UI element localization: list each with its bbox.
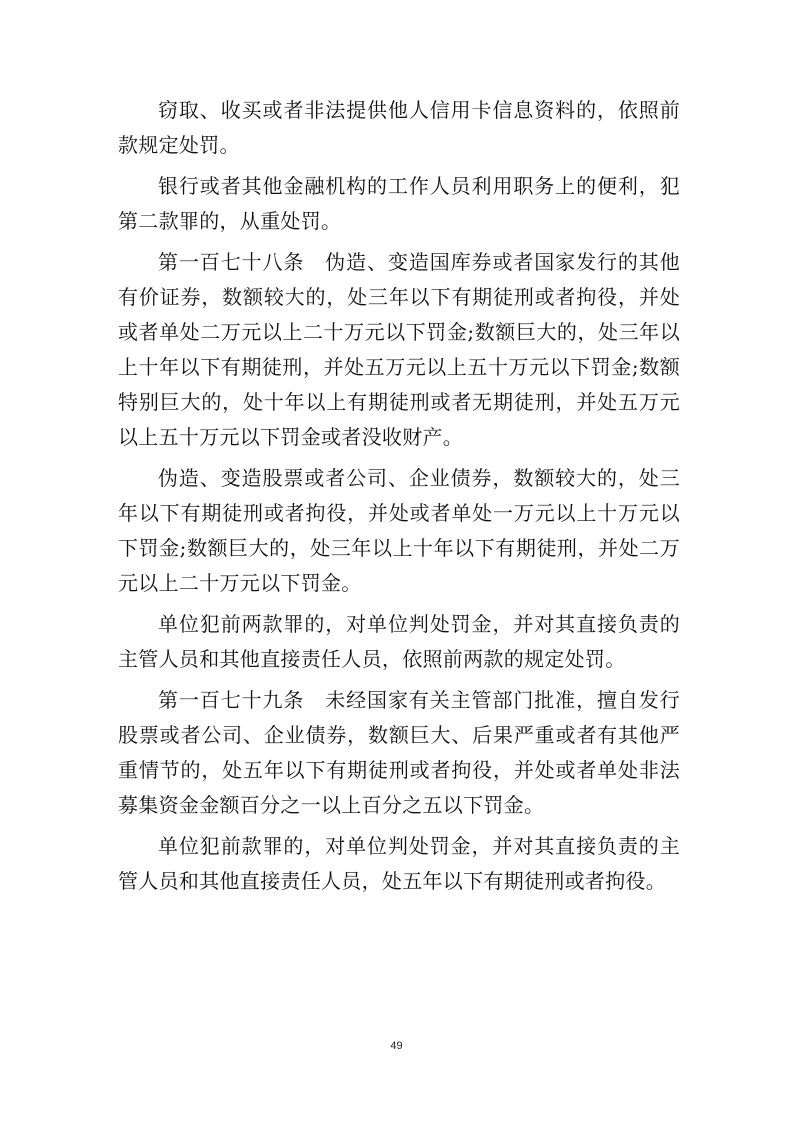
paragraph-article-179: 第一百七十九条 未经国家有关主管部门批准，擅自发行股票或者公司、企业债券，数额巨大、后果严重或者有其他严重情节的，处五年以下有期徒刑或者拘役，并处或者单处非法募集资金金额百分之一以上百分之五以下罚金。	[118, 688, 680, 817]
page-number: 49	[390, 1040, 403, 1052]
paragraph-article-178: 第一百七十八条 伪造、变造国库券或者国家发行的其他有价证券，数额较大的，处三年以下有期徒刑或者拘役，并处或者单处二万元以上二十万元以下罚金;数额巨大的，处三年以上十年以下有期徒刑，并处五万元以上五十万元以下罚金;数额特别巨大的，处十年以上有期徒刑或者无期徒刑，并处五万元以上五十万元以下罚金或者没收财产。	[118, 250, 680, 449]
paragraph-2: 银行或者其他金融机构的工作人员利用职务上的便利，犯第二款罪的，从重处罚。	[118, 174, 680, 233]
paragraph-1: 窃取、收买或者非法提供他人信用卡信息资料的，依照前款规定处罚。	[118, 98, 680, 157]
paragraph-7: 单位犯前款罪的，对单位判处罚金，并对其直接负责的主管人员和其他直接责任人员，处五年以下有期徒刑或者拘役。	[118, 834, 680, 893]
paragraph-4: 伪造、变造股票或者公司、企业债券，数额较大的，处三年以下有期徒刑或者拘役，并处或者单处一万元以上十万元以下罚金;数额巨大的，处三年以上十年以下有期徒刑，并处二万元以上二十万元以下罚金。	[118, 466, 680, 595]
document-body	[118, 93, 680, 905]
paragraph-5: 单位犯前两款罪的，对单位判处罚金，并对其直接负责的主管人员和其他直接责任人员，依照前两款的规定处罚。	[118, 612, 680, 671]
